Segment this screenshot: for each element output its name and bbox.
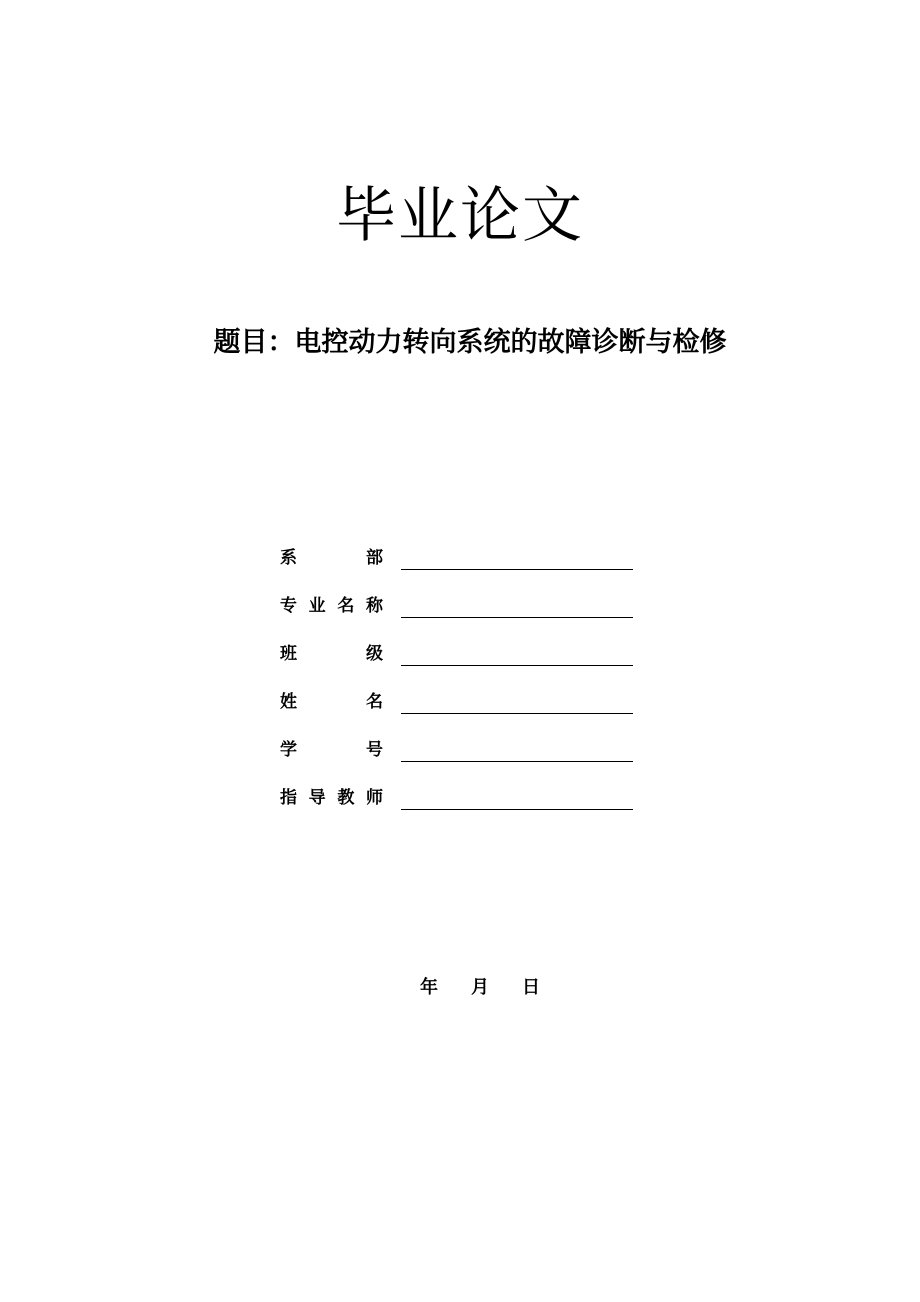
field-label-name bbox=[280, 690, 383, 716]
field-row-advisor bbox=[280, 764, 640, 812]
thesis-topic: 题目：电控动力转向系统的故障诊断与检修 bbox=[213, 327, 727, 358]
date-line bbox=[420, 975, 540, 1001]
label-char: 名 bbox=[366, 692, 383, 712]
field-label-department bbox=[280, 546, 383, 572]
label-char: 称 bbox=[365, 596, 383, 616]
field-label-student-id bbox=[280, 738, 383, 764]
field-row-major bbox=[280, 572, 640, 620]
advisor-blank[interactable] bbox=[401, 787, 633, 810]
field-label-major bbox=[280, 594, 383, 620]
department-blank[interactable] bbox=[401, 547, 633, 570]
label-char: 学 bbox=[280, 740, 297, 760]
label-char: 姓 bbox=[280, 692, 297, 712]
field-label-advisor bbox=[280, 786, 383, 812]
label-char: 级 bbox=[366, 644, 383, 664]
label-char: 部 bbox=[366, 548, 383, 568]
info-fields bbox=[280, 524, 640, 812]
label-char: 指 bbox=[280, 788, 297, 808]
field-row-name bbox=[280, 668, 640, 716]
student-id-blank[interactable] bbox=[401, 739, 633, 762]
label-char: 班 bbox=[280, 644, 297, 664]
class-blank[interactable] bbox=[401, 643, 633, 666]
field-row-class bbox=[280, 620, 640, 668]
name-blank[interactable] bbox=[401, 691, 633, 714]
label-char: 师 bbox=[365, 788, 383, 808]
date-day: 日 bbox=[522, 977, 540, 998]
label-char: 教 bbox=[337, 788, 355, 808]
label-char: 导 bbox=[308, 788, 326, 808]
date-year: 年 bbox=[420, 977, 438, 998]
label-char: 名 bbox=[337, 596, 355, 616]
label-char: 系 bbox=[280, 548, 297, 568]
field-label-class bbox=[280, 642, 383, 668]
document-title: 毕业论文 bbox=[336, 181, 584, 251]
field-row-department bbox=[280, 524, 640, 572]
date-month: 月 bbox=[471, 977, 489, 998]
major-blank[interactable] bbox=[401, 595, 633, 618]
label-char: 专 bbox=[280, 596, 297, 616]
field-row-student-id bbox=[280, 716, 640, 764]
label-char: 号 bbox=[366, 740, 383, 760]
label-char: 业 bbox=[308, 596, 326, 616]
